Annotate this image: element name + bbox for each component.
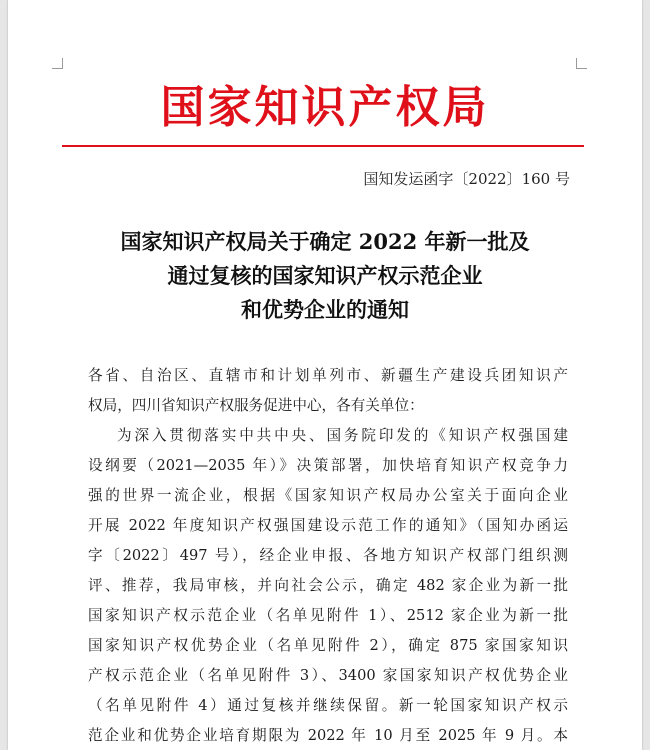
body-line: 字〔2022〕497 号），经企业申报、各地方知识产权部门组织测 bbox=[88, 547, 568, 564]
body-line: 开展 2022 年度知识产权强国建设示范工作的通知》（国知办函运 bbox=[88, 517, 568, 534]
body-line: 强的世界一流企业，根据《国家知识产权局办公室关于面向企业 bbox=[88, 487, 568, 504]
body-line: 产权示范企业（名单见附件 3）、3400 家国家知识产权优势企业 bbox=[88, 667, 568, 684]
letterhead-red-rule bbox=[62, 145, 584, 147]
document-body bbox=[88, 361, 568, 750]
body-line: 国家知识产权优势企业（名单见附件 2），确定 875 家国家知识 bbox=[88, 637, 568, 654]
crop-mark-top-left bbox=[52, 58, 63, 69]
document-number: 国知发运函字〔2022〕160 号 bbox=[363, 170, 570, 188]
document-title bbox=[8, 225, 642, 327]
crop-mark-top-right bbox=[576, 58, 587, 69]
letterhead-organization: 国家知识产权局 bbox=[160, 82, 490, 133]
body-line: 国家知识产权示范企业（名单见附件 1）、2512 家企业为新一批 bbox=[88, 607, 568, 624]
body-line: 范企业和优势企业培育期限为 2022 年 10 月至 2025 年 9 月。本 bbox=[88, 727, 568, 744]
addressee-line: 各省、自治区、直辖市和计划单列市、新疆生产建设兵团知识产 bbox=[88, 367, 568, 384]
body-line: （名单见附件 4）通过复核并继续保留。新一轮国家知识产权示 bbox=[88, 697, 568, 714]
document-title-line: 和优势企业的通知 bbox=[241, 297, 409, 322]
body-line: 设纲要（2021—2035 年）》决策部署，加快培育知识产权竞争力 bbox=[88, 457, 568, 474]
body-line: 为深入贯彻落实中共中央、国务院印发的《知识产权强国建 bbox=[117, 427, 568, 444]
document-title-line: 通过复核的国家知识产权示范企业 bbox=[167, 263, 483, 288]
document-title-line: 国家知识产权局关于确定 2022 年新一批及 bbox=[120, 229, 530, 254]
body-line: 评、推荐，我局审核，并向社会公示，确定 482 家企业为新一批 bbox=[88, 577, 568, 594]
addressee-line: 权局，四川省知识产权服务促进中心，各有关单位： bbox=[88, 397, 424, 414]
document-page bbox=[8, 0, 642, 750]
